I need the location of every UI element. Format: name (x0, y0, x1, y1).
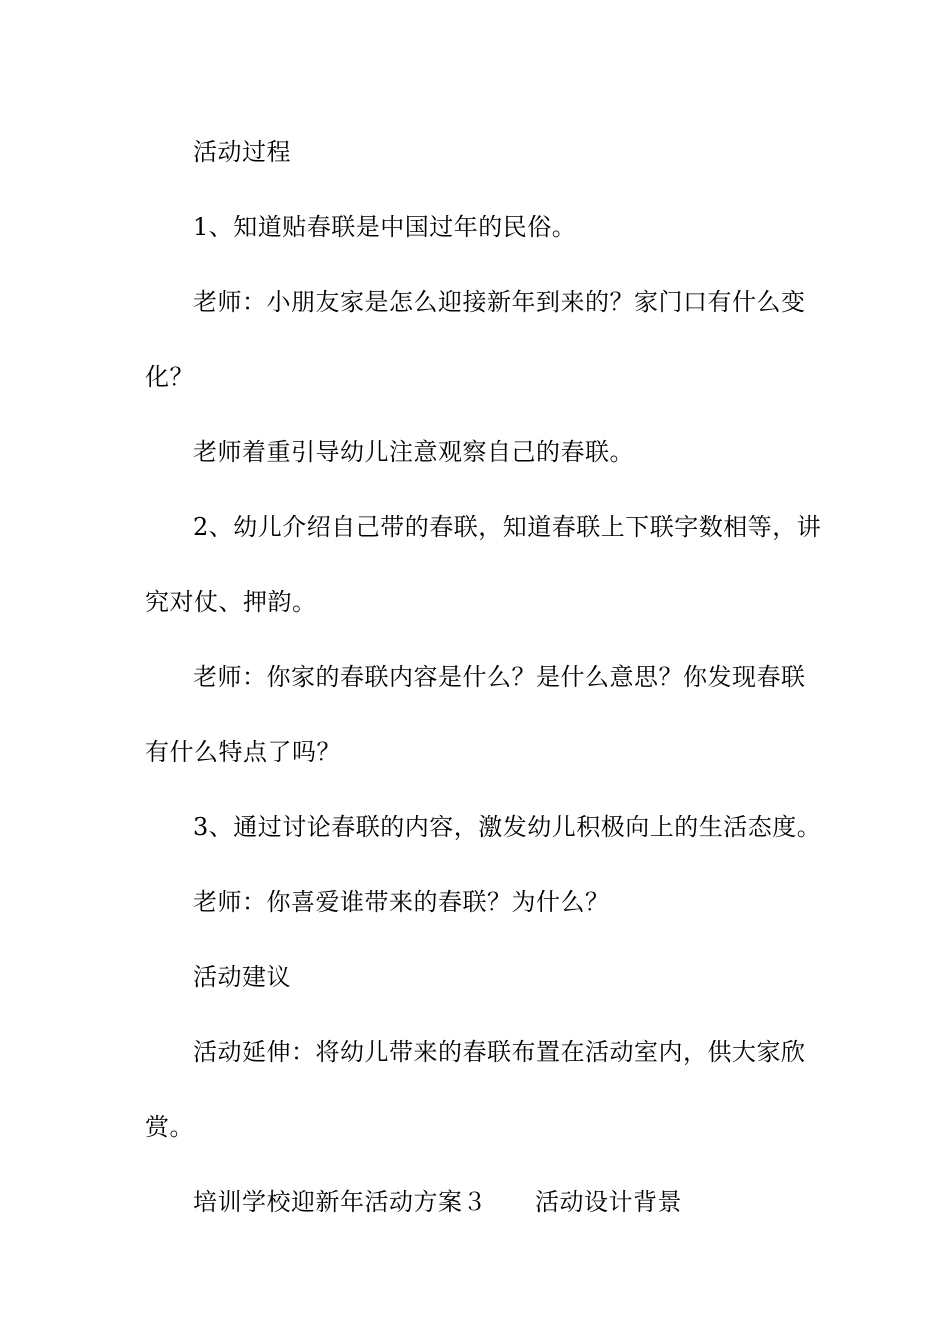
paragraph-line: 化？ (145, 363, 194, 391)
paragraph-line: 老师：你家的春联内容是什么？是什么意思？你发现春联 (193, 663, 806, 691)
plan-title: 培训学校迎新年活动方案３ (193, 1188, 487, 1216)
plan-title-line (193, 1187, 682, 1217)
paragraph-line: 老师：你喜爱谁带来的春联？为什么？ (193, 888, 610, 916)
paragraph-line: 2、幼儿介绍自己带的春联，知道春联上下联字数相等，讲 (193, 513, 822, 541)
paragraph-line: 3、通过讨论春联的内容，激发幼儿积极向上的生活态度。 (193, 813, 822, 841)
paragraph-line: 1、知道贴春联是中国过年的民俗。 (193, 213, 577, 241)
paragraph-line: 老师：小朋友家是怎么迎接新年到来的？家门口有什么变 (193, 288, 806, 316)
paragraph-line: 活动延伸：将幼儿带来的春联布置在活动室内，供大家欣 (193, 1038, 806, 1066)
heading-activity-process: 活动过程 (193, 138, 291, 166)
paragraph-line: 赏。 (145, 1113, 194, 1141)
paragraph-line: 老师着重引导幼儿注意观察自己的春联。 (193, 438, 634, 466)
paragraph-line: 有什么特点了吗？ (145, 738, 341, 766)
paragraph-line: 究对仗、押韵。 (145, 588, 317, 616)
heading-activity-suggestion: 活动建议 (193, 963, 291, 991)
section-heading: 活动设计背景 (535, 1188, 682, 1216)
